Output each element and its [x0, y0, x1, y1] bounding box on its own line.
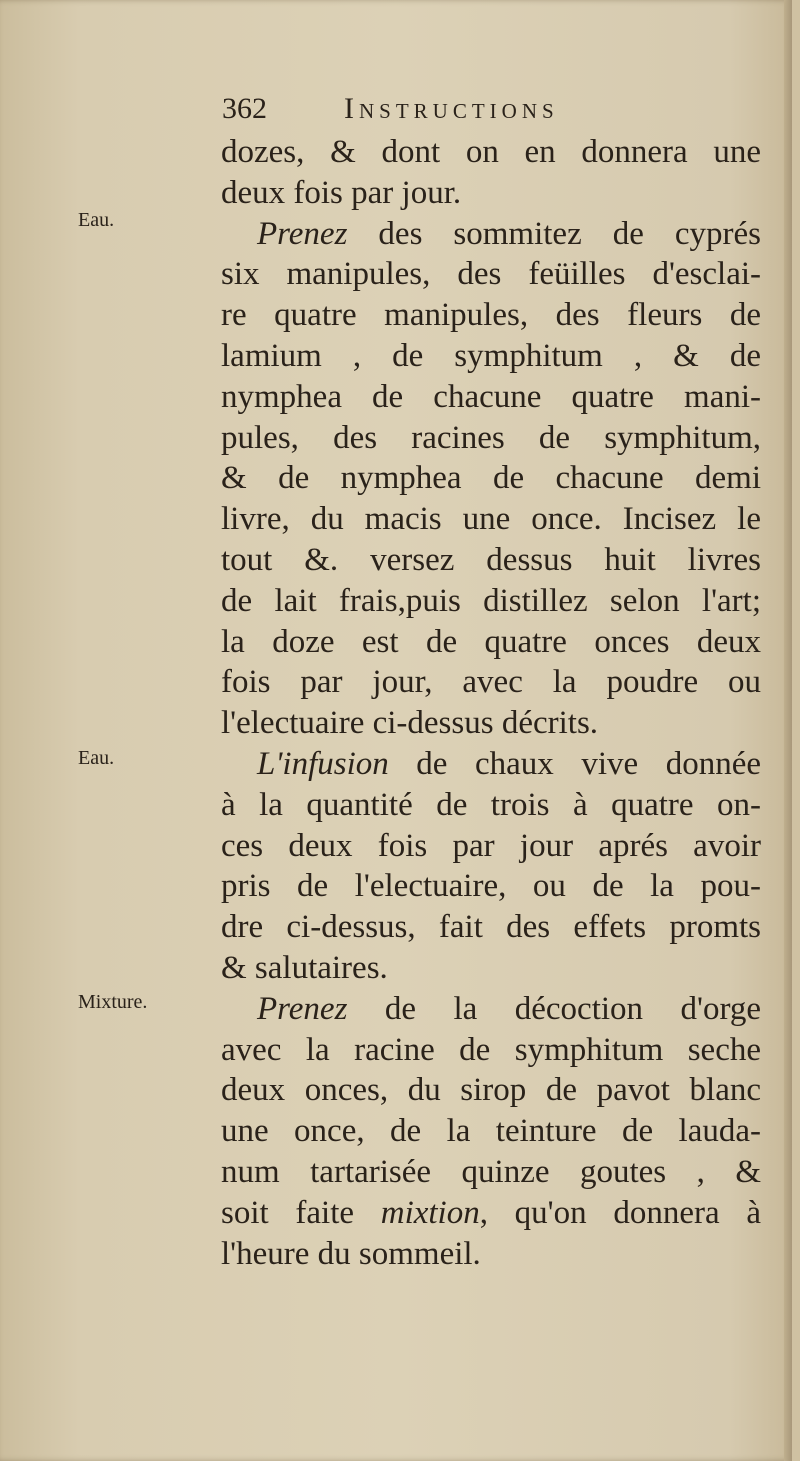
text-line [221, 703, 761, 744]
line-text: ces deux fois par jour aprés avoir [221, 827, 761, 864]
text-line [221, 989, 761, 1030]
text-line [221, 132, 761, 173]
line-text: la doze est de quatre onces deux [221, 623, 761, 660]
line-text: num tartarisée quinze goutes , & [221, 1153, 761, 1190]
italic-text: Prenez [257, 990, 348, 1027]
text-line [221, 785, 761, 826]
line-text-continued: de chaux vive donnée [388, 745, 761, 782]
line-text: deux fois par jour. [221, 174, 462, 211]
text-line [221, 295, 761, 336]
text-line [221, 254, 761, 295]
text-line [221, 866, 761, 907]
text-line [221, 826, 761, 867]
text-line [221, 336, 761, 377]
line-text: six manipules, des feüilles d'esclai- [221, 256, 761, 293]
body-text [221, 132, 761, 1274]
line-text: fois par jour, avec la poudre ou [221, 664, 761, 701]
text-line [221, 1234, 761, 1275]
line-text: lamium , de symphitum , & de [221, 337, 761, 374]
line-text: re quatre manipules, des fleurs de [221, 297, 761, 334]
line-text: avec la racine de symphitum seche [221, 1031, 761, 1068]
italic-text: Prenez [257, 215, 348, 252]
text-line [221, 662, 761, 703]
page-number: 362 [222, 92, 267, 125]
text-line [221, 581, 761, 622]
line-text: deux onces, du sirop de pavot blanc [221, 1072, 761, 1109]
line-text: soit faite [221, 1194, 381, 1231]
text-line [221, 173, 761, 214]
line-text: une once, de la teinture de lauda- [221, 1113, 761, 1150]
text-line [221, 377, 761, 418]
line-text: dre ci-dessus, fait des effets promts [221, 909, 761, 946]
line-text: pules, des racines de symphitum, [221, 419, 761, 456]
text-line [221, 418, 761, 459]
italic-text: L'infusion [257, 745, 389, 782]
text-line [221, 214, 761, 255]
line-text: & salutaires. [221, 949, 388, 986]
text-line [221, 499, 761, 540]
text-line [221, 1111, 761, 1152]
running-title: Instructions [344, 92, 559, 125]
text-line [221, 1070, 761, 1111]
text-line [221, 907, 761, 948]
line-text-continued: de la décoction d'orge [347, 990, 761, 1027]
line-text: l'heure du sommeil. [221, 1235, 481, 1272]
line-text-continued: , qu'on donnera à [479, 1194, 761, 1231]
text-line [221, 948, 761, 989]
line-text: dozes, & dont on en donnera une [221, 134, 761, 170]
text-line [221, 1193, 761, 1234]
line-text: à la quantité de trois à quatre on- [221, 786, 761, 823]
page-edge [784, 0, 792, 1461]
margin-note-eau-1: Eau. [78, 209, 115, 231]
line-text: l'electuaire ci-dessus décrits. [221, 705, 599, 742]
italic-text: mixtion [380, 1194, 480, 1231]
line-text: tout &. versez dessus huit livres [221, 541, 761, 578]
line-text: livre, du macis une once. Incisez le [221, 501, 761, 538]
line-text: & de nymphea de chacune demi [221, 460, 761, 497]
line-text: nymphea de chacune quatre mani- [221, 378, 761, 415]
margin-note-mixture: Mixture. [78, 991, 148, 1013]
text-line [221, 540, 761, 581]
line-text: pris de l'electuaire, ou de la pou- [221, 868, 761, 905]
line-text-continued: des sommitez de cyprés [347, 215, 761, 252]
page-header [222, 88, 762, 130]
margin-note-eau-2: Eau. [78, 747, 115, 769]
text-line [221, 458, 761, 499]
text-line [221, 1152, 761, 1193]
line-text: de lait frais,puis distillez selon l'art; [221, 582, 761, 619]
text-line [221, 1030, 761, 1071]
text-line [221, 622, 761, 663]
text-line [221, 744, 761, 785]
